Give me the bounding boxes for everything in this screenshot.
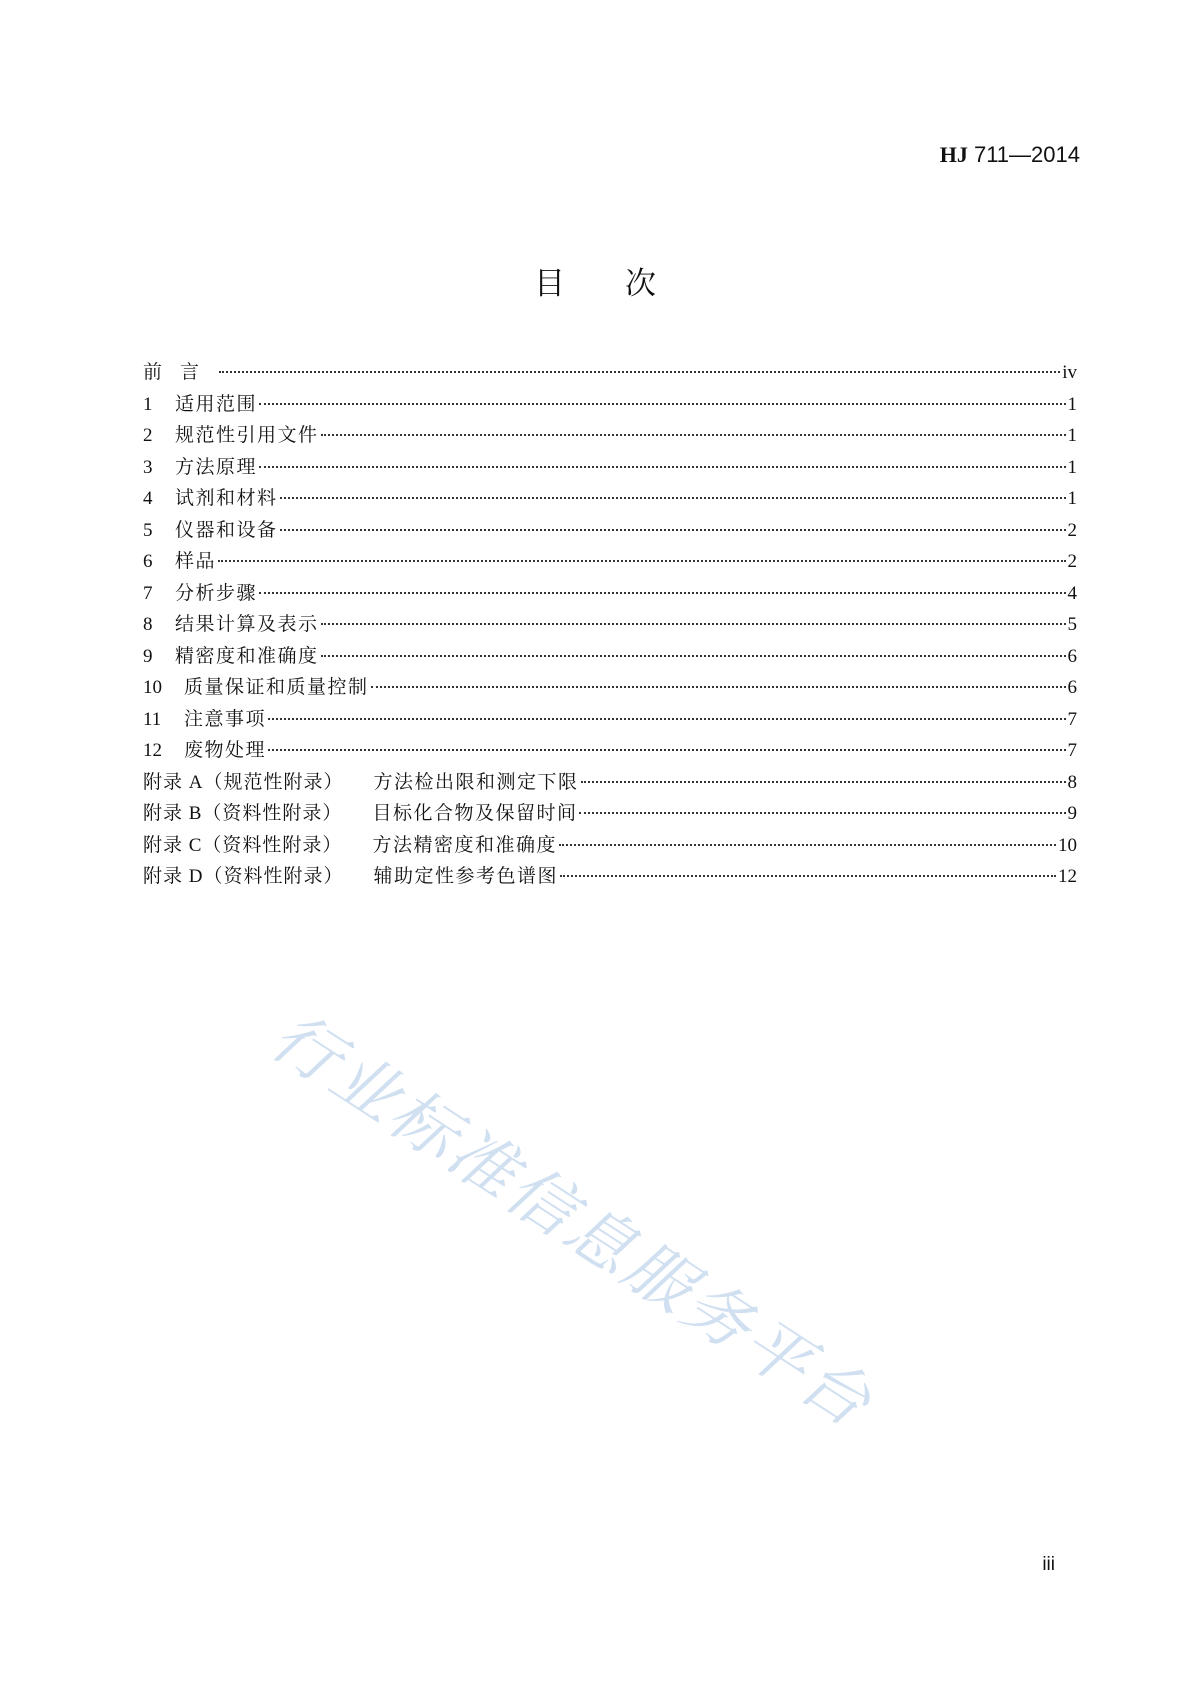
toc-leader-dots [259, 466, 1065, 468]
toc-appendix-entry[interactable] [143, 767, 1077, 799]
toc-entry-number: 5 [143, 519, 153, 541]
toc-leader-dots [581, 781, 1066, 783]
toc-entry-number: 7 [143, 582, 153, 604]
toc-entry-page: 4 [1067, 582, 1077, 604]
toc-entry-label: 结果计算及表示 [175, 614, 319, 635]
toc-entry-label: 试剂和材料 [175, 488, 278, 509]
toc-appendix-entry[interactable] [143, 830, 1077, 862]
standard-number: 711—2014 [967, 142, 1080, 167]
toc-leader-dots [259, 403, 1065, 405]
toc-leader-dots [321, 655, 1066, 657]
toc-entry-label: 适用范围 [175, 393, 258, 415]
toc-entry-page: 12 [1058, 866, 1077, 887]
toc-entry-page: 1 [1067, 393, 1077, 415]
toc-leader-dots [259, 592, 1065, 594]
toc-entry-foreword[interactable] [143, 357, 1077, 389]
toc-leader-dots [268, 749, 1065, 751]
toc-entry-number: 9 [143, 645, 153, 667]
toc-entry[interactable] [143, 609, 1077, 641]
toc-entry-number: 11 [143, 708, 162, 730]
toc-entry-number: 6 [143, 551, 153, 572]
appendix-title: 目标化合物及保留时间 [372, 803, 578, 824]
toc-entry[interactable] [143, 483, 1077, 515]
toc-entry-page: 7 [1067, 740, 1077, 761]
toc-entry-page: 5 [1067, 614, 1077, 635]
toc-leader-dots [219, 371, 1060, 373]
toc-entry[interactable] [143, 515, 1077, 547]
toc-leader-dots [321, 623, 1066, 625]
toc-entry[interactable] [143, 578, 1077, 610]
appendix-title: 方法精密度和准确度 [372, 834, 557, 856]
toc-entry-page: 1 [1067, 488, 1077, 509]
toc-entry[interactable] [143, 389, 1077, 421]
toc-entry-page: iv [1062, 362, 1077, 383]
appendix-label: 附录 D（资料性附录） [143, 866, 344, 887]
toc-entry-page: 2 [1067, 519, 1077, 541]
appendix-label: 附录 B（资料性附录） [143, 803, 343, 824]
toc-entry-label: 注意事项 [184, 708, 267, 730]
toc-entry-page: 10 [1058, 834, 1077, 856]
appendix-title: 方法检出限和测定下限 [373, 771, 579, 793]
appendix-label: 附录 C（资料性附录） [143, 834, 343, 856]
toc-entry-label: 样品 [175, 551, 217, 572]
toc-entry-label: 质量保证和质量控制 [184, 677, 369, 698]
standard-code [940, 142, 1080, 168]
toc-entry-page: 6 [1067, 645, 1077, 667]
toc-leader-dots [268, 718, 1065, 720]
toc-appendix-entry[interactable] [143, 798, 1077, 830]
toc-entry[interactable] [143, 420, 1077, 452]
toc-entry-label: 规范性引用文件 [175, 425, 319, 446]
toc-entry-number: 10 [143, 677, 162, 698]
toc-leader-dots [559, 844, 1056, 846]
toc-entry-page: 6 [1067, 677, 1077, 698]
toc-entry-label: 前言 [143, 362, 218, 383]
toc-entry-number: 4 [143, 488, 153, 509]
toc-entry-page: 1 [1067, 456, 1077, 478]
toc-entry-label: 方法原理 [175, 456, 258, 478]
toc-leader-dots [280, 529, 1066, 531]
toc-entry-number: 8 [143, 614, 153, 635]
toc-leader-dots [280, 497, 1066, 499]
toc-entry-page: 2 [1067, 551, 1077, 572]
toc-entry-number: 3 [143, 456, 153, 478]
toc-entry[interactable] [143, 672, 1077, 704]
toc-entry-number: 12 [143, 740, 162, 761]
toc-entry-label: 精密度和准确度 [175, 645, 319, 667]
toc-appendix-entry[interactable] [143, 861, 1077, 893]
toc-leader-dots [579, 812, 1065, 814]
toc-entry-page: 1 [1067, 425, 1077, 446]
toc-leader-dots [560, 875, 1056, 877]
toc-leader-dots [218, 560, 1065, 562]
watermark: 行业标准信息服务平台 [257, 997, 887, 1444]
toc-entry-page: 8 [1067, 771, 1077, 793]
toc-entry-page: 9 [1067, 803, 1077, 824]
toc-entry[interactable] [143, 704, 1077, 736]
toc-entry[interactable] [143, 546, 1077, 578]
appendix-label: 附录 A（规范性附录） [143, 771, 344, 793]
toc-entry-number: 1 [143, 393, 153, 415]
standard-prefix: HJ [939, 142, 968, 167]
toc-leader-dots [371, 686, 1066, 688]
toc-entry[interactable] [143, 641, 1077, 673]
toc-entry[interactable] [143, 452, 1077, 484]
toc-entry-label: 分析步骤 [175, 582, 258, 604]
toc-entry-label: 废物处理 [184, 740, 267, 761]
toc-leader-dots [321, 434, 1066, 436]
toc-entry-number: 2 [143, 425, 153, 446]
toc-entry-page: 7 [1067, 708, 1077, 730]
page-title: 目次 [534, 266, 716, 302]
table-of-contents [143, 357, 1077, 893]
appendix-title: 辅助定性参考色谱图 [373, 866, 558, 887]
toc-entry[interactable] [143, 735, 1077, 767]
toc-entry-label: 仪器和设备 [175, 519, 278, 541]
page-number: iii [1042, 1554, 1055, 1575]
